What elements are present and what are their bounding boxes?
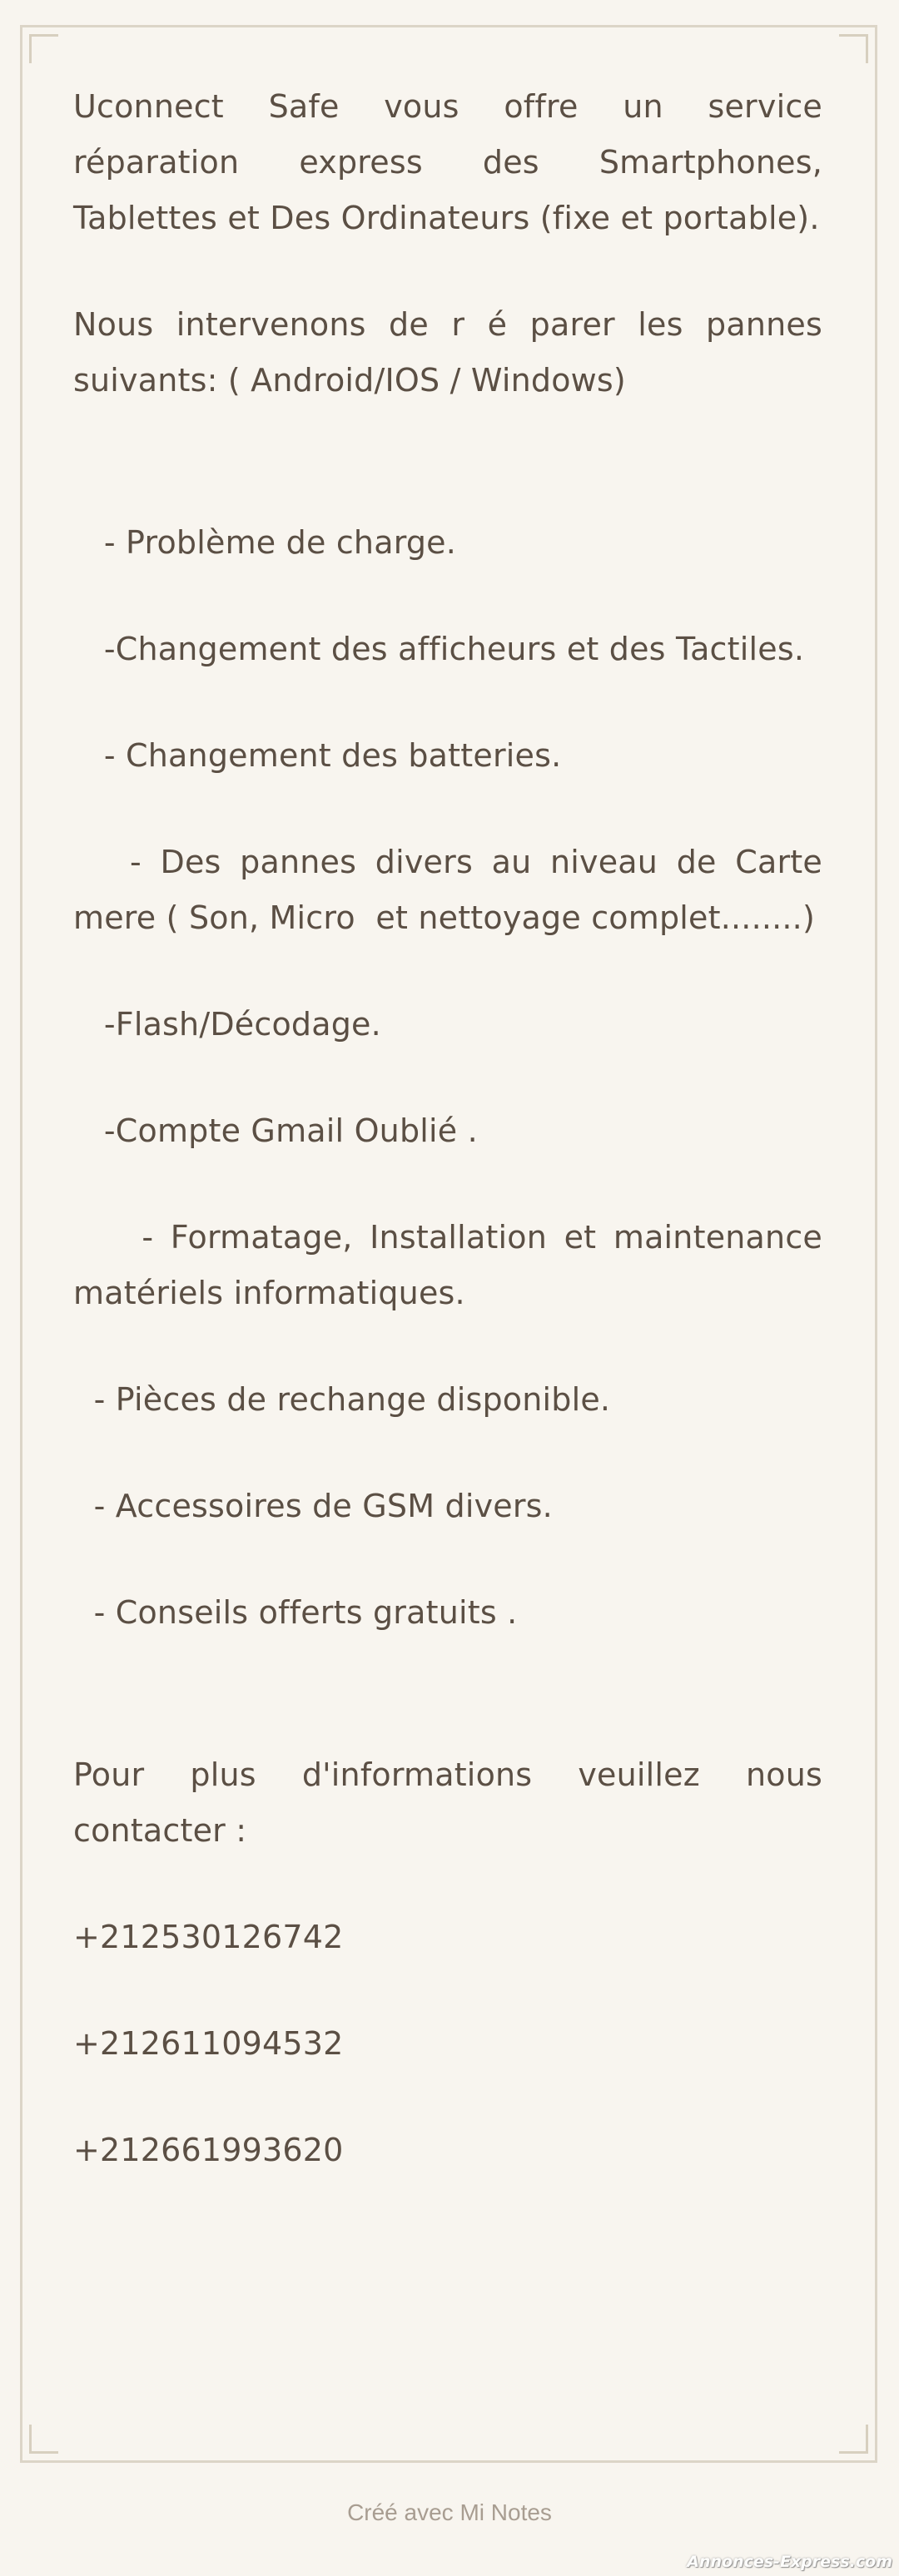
list-item: - Formatage, Installation et maintenance matériels informatiques. (73, 1219, 833, 1311)
list-item: - Des pannes divers au niveau de Carte mere ( Son, Micro et nettoyage complet........) (73, 844, 843, 936)
phone-number: +212530126742 (73, 1919, 344, 1955)
contact-text: Pour plus d'informations veuillez nous contacter : (73, 1756, 833, 1849)
note-intervention: Nous intervenons de r é parer les pannes suivants: ( Android/IOS / Windows) (73, 306, 833, 399)
list-item: -Changement des afficheurs et des Tactiles. (73, 631, 805, 667)
frame-corner-ornament (839, 34, 868, 63)
list-item: - Changement des batteries. (73, 737, 562, 774)
frame-corner-ornament (29, 34, 58, 63)
list-item: - Conseils offerts gratuits . (73, 1594, 518, 1631)
phone-number: +212661993620 (73, 2132, 344, 2168)
created-with-footer: Créé avec Mi Notes (347, 2499, 552, 2525)
list-item: - Pièces de rechange disponible. (73, 1381, 611, 1418)
frame-corner-ornament (29, 2425, 58, 2454)
list-item: - Problème de charge. (73, 524, 457, 561)
note-body (73, 79, 843, 2178)
watermark-logo: Annonces-Express.com (687, 2553, 892, 2571)
list-item: -Compte Gmail Oublié . (73, 1112, 478, 1149)
phone-number: +212611094532 (73, 2025, 344, 2062)
list-item: -Flash/Décodage. (73, 1006, 381, 1043)
frame-corner-ornament (839, 2425, 868, 2454)
list-item: - Accessoires de GSM divers. (73, 1488, 553, 1524)
note-intro: Uconnect Safe vous offre un service réparation express des Smartphones, Tablettes et Des Ordinateurs (fixe et portable). (73, 88, 833, 236)
